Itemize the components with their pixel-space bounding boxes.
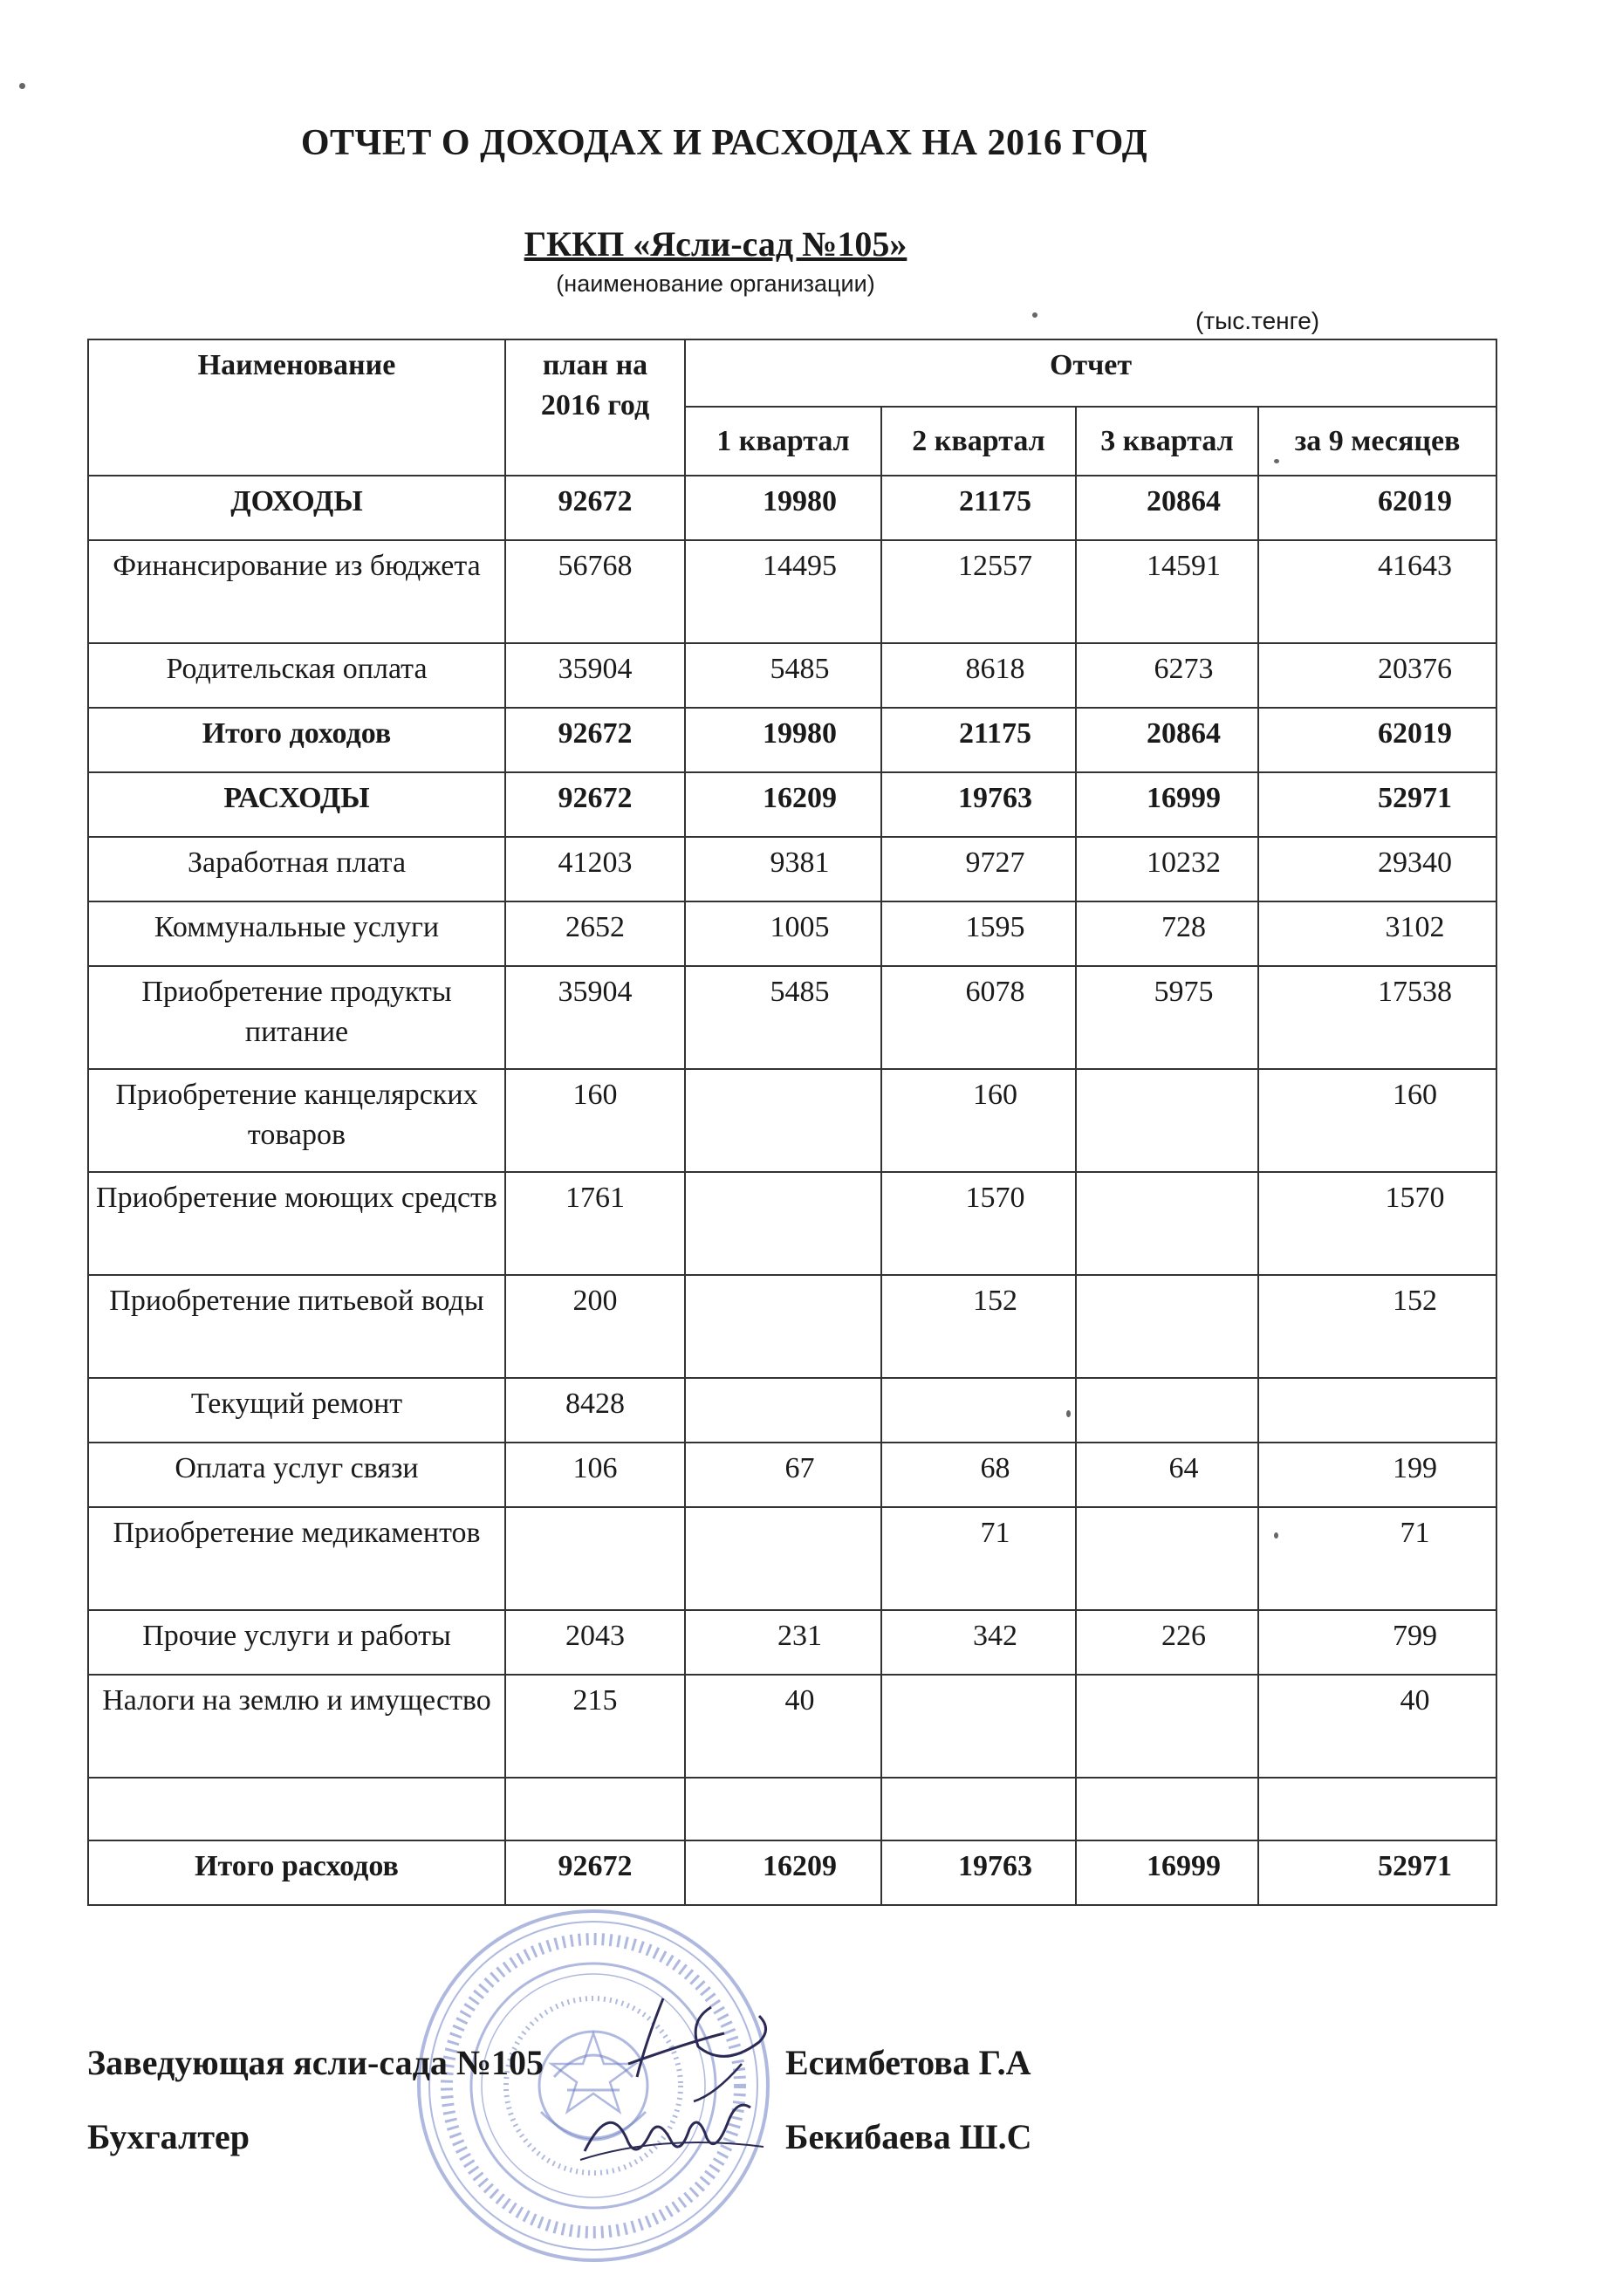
row-q2: 19763 (881, 772, 1076, 837)
row-q2: 152 (881, 1275, 1076, 1378)
row-name: Приобретение продукты питание (88, 966, 505, 1069)
row-m9: 1570 (1258, 1172, 1496, 1275)
row-q3: 10232 (1076, 837, 1258, 901)
row-m9: 52971 (1258, 772, 1496, 837)
row-m9: 62019 (1258, 476, 1496, 540)
row-name: Прочие услуги и работы (88, 1610, 505, 1675)
row-q2: 342 (881, 1610, 1076, 1675)
row-q2: 160 (881, 1069, 1076, 1172)
row-m9: 799 (1258, 1610, 1496, 1675)
row-m9: 52971 (1258, 1840, 1496, 1905)
row-m9: 62019 (1258, 708, 1496, 772)
row-q1: 16209 (685, 772, 881, 837)
row-name: Родительская оплата (88, 643, 505, 708)
units-label: (тыс.тенге) (1195, 307, 1320, 334)
row-q3: 728 (1076, 901, 1258, 966)
row-name: Налоги на землю и имущество (88, 1675, 505, 1778)
row-plan: 92672 (505, 1840, 685, 1905)
row-q2: 8618 (881, 643, 1076, 708)
row-q3 (1076, 1675, 1258, 1778)
table-row (88, 1610, 1496, 1675)
row-name: Заработная плата (88, 837, 505, 901)
row-q3: 20864 (1076, 476, 1258, 540)
row-q1: 67 (685, 1443, 881, 1507)
table-row (88, 1507, 1496, 1610)
row-q1: 16209 (685, 1840, 881, 1905)
row-plan (505, 1778, 685, 1840)
row-q1: 231 (685, 1610, 881, 1675)
head-name: Есимбетова Г.А (785, 2043, 1031, 2082)
row-q2: 1570 (881, 1172, 1076, 1275)
row-name: Приобретение моющих средств (88, 1172, 505, 1275)
row-m9: 41643 (1258, 540, 1496, 643)
scan-speck (19, 83, 25, 89)
row-q2: 68 (881, 1443, 1076, 1507)
row-plan: 2652 (505, 901, 685, 966)
row-q1 (685, 1069, 881, 1172)
row-q3 (1076, 1778, 1258, 1840)
table-row-empty (88, 1778, 1496, 1840)
row-m9 (1258, 1778, 1496, 1840)
table-row (88, 643, 1496, 708)
row-name: Текущий ремонт (88, 1378, 505, 1443)
row-m9: 160 (1258, 1069, 1496, 1172)
header-report: Отчет (685, 339, 1496, 407)
row-m9: 3102 (1258, 901, 1496, 966)
table-row (88, 901, 1496, 966)
row-name: Итого доходов (88, 708, 505, 772)
organization-name: ГККП «Ясли-сад №105» (524, 224, 907, 264)
row-q3: 14591 (1076, 540, 1258, 643)
accountant-title: Бухгалтер (87, 2117, 250, 2156)
header-q2: 2 квартал (881, 407, 1076, 476)
row-q1 (685, 1507, 881, 1610)
row-q3 (1076, 1275, 1258, 1378)
row-m9: 199 (1258, 1443, 1496, 1507)
row-q1: 19980 (685, 708, 881, 772)
row-q1: 5485 (685, 643, 881, 708)
row-q1: 1005 (685, 901, 881, 966)
row-q3: 16999 (1076, 1840, 1258, 1905)
row-m9: 29340 (1258, 837, 1496, 901)
row-q1 (685, 1172, 881, 1275)
header-name: Наименование (88, 339, 505, 476)
organization-caption: (наименование организации) (556, 271, 875, 297)
row-plan: 92672 (505, 772, 685, 837)
table-row (88, 837, 1496, 901)
table-header-row (88, 339, 1496, 407)
row-q3 (1076, 1507, 1258, 1610)
row-q2: 12557 (881, 540, 1076, 643)
row-plan: 215 (505, 1675, 685, 1778)
row-q2: 71 (881, 1507, 1076, 1610)
row-name: Итого расходов (88, 1840, 505, 1905)
row-plan: 35904 (505, 643, 685, 708)
header-plan: план на 2016 год (505, 339, 685, 476)
row-q2 (881, 1675, 1076, 1778)
header-m9: за 9 месяцев (1258, 407, 1496, 476)
row-name: Финансирование из бюджета (88, 540, 505, 643)
row-m9: 71 (1258, 1507, 1496, 1610)
row-m9: 152 (1258, 1275, 1496, 1378)
row-q1 (685, 1378, 881, 1443)
accountant-signature (576, 2081, 768, 2177)
income-expense-table (87, 339, 1497, 1906)
row-q2 (881, 1778, 1076, 1840)
header-q1: 1 квартал (685, 407, 881, 476)
row-plan: 56768 (505, 540, 685, 643)
table-row (88, 966, 1496, 1069)
row-q3 (1076, 1172, 1258, 1275)
table-row (88, 540, 1496, 643)
row-q3 (1076, 1378, 1258, 1443)
row-m9: 20376 (1258, 643, 1496, 708)
row-plan: 2043 (505, 1610, 685, 1675)
row-plan: 92672 (505, 476, 685, 540)
row-m9 (1258, 1378, 1496, 1443)
row-q3: 5975 (1076, 966, 1258, 1069)
row-q2: 6078 (881, 966, 1076, 1069)
row-name (88, 1778, 505, 1840)
row-m9: 17538 (1258, 966, 1496, 1069)
head-title: Заведующая ясли-сада №105 (87, 2043, 544, 2082)
scan-speck (1032, 312, 1037, 318)
row-name: Приобретение питьевой воды (88, 1275, 505, 1378)
row-plan: 35904 (505, 966, 685, 1069)
row-q2: 21175 (881, 708, 1076, 772)
row-name: ДОХОДЫ (88, 476, 505, 540)
accountant-name: Бекибаева Ш.С (785, 2117, 1032, 2156)
table-row (88, 708, 1496, 772)
row-plan: 92672 (505, 708, 685, 772)
row-q1: 5485 (685, 966, 881, 1069)
row-q1: 40 (685, 1675, 881, 1778)
row-name: Коммунальные услуги (88, 901, 505, 966)
row-q3: 6273 (1076, 643, 1258, 708)
row-plan: 160 (505, 1069, 685, 1172)
row-q1 (685, 1275, 881, 1378)
row-q3: 20864 (1076, 708, 1258, 772)
table-row (88, 1378, 1496, 1443)
row-q2 (881, 1378, 1076, 1443)
row-plan: 1761 (505, 1172, 685, 1275)
row-q1: 14495 (685, 540, 881, 643)
row-q3: 16999 (1076, 772, 1258, 837)
row-plan: 8428 (505, 1378, 685, 1443)
row-plan: 106 (505, 1443, 685, 1507)
table-row (88, 1675, 1496, 1778)
row-q1: 9381 (685, 837, 881, 901)
row-q3 (1076, 1069, 1258, 1172)
table-row (88, 1172, 1496, 1275)
table-row (88, 1275, 1496, 1378)
row-plan: 200 (505, 1275, 685, 1378)
row-q2: 19763 (881, 1840, 1076, 1905)
row-q2: 21175 (881, 476, 1076, 540)
row-name: РАСХОДЫ (88, 772, 505, 837)
header-q3: 3 квартал (1076, 407, 1258, 476)
table-row-total (88, 1840, 1496, 1905)
row-q2: 9727 (881, 837, 1076, 901)
row-m9: 40 (1258, 1675, 1496, 1778)
row-plan: 41203 (505, 837, 685, 901)
row-plan (505, 1507, 685, 1610)
row-q1: 19980 (685, 476, 881, 540)
row-name: Приобретение медикаментов (88, 1507, 505, 1610)
table-row (88, 1443, 1496, 1507)
row-name: Приобретение канцелярских товаров (88, 1069, 505, 1172)
table-row (88, 476, 1496, 540)
row-q3: 64 (1076, 1443, 1258, 1507)
table-row (88, 1069, 1496, 1172)
report-title: ОТЧЕТ О ДОХОДАХ И РАСХОДАХ НА 2016 ГОД (300, 123, 1148, 163)
row-name: Оплата услуг связи (88, 1443, 505, 1507)
row-q3: 226 (1076, 1610, 1258, 1675)
table-row (88, 772, 1496, 837)
row-q1 (685, 1778, 881, 1840)
row-q2: 1595 (881, 901, 1076, 966)
